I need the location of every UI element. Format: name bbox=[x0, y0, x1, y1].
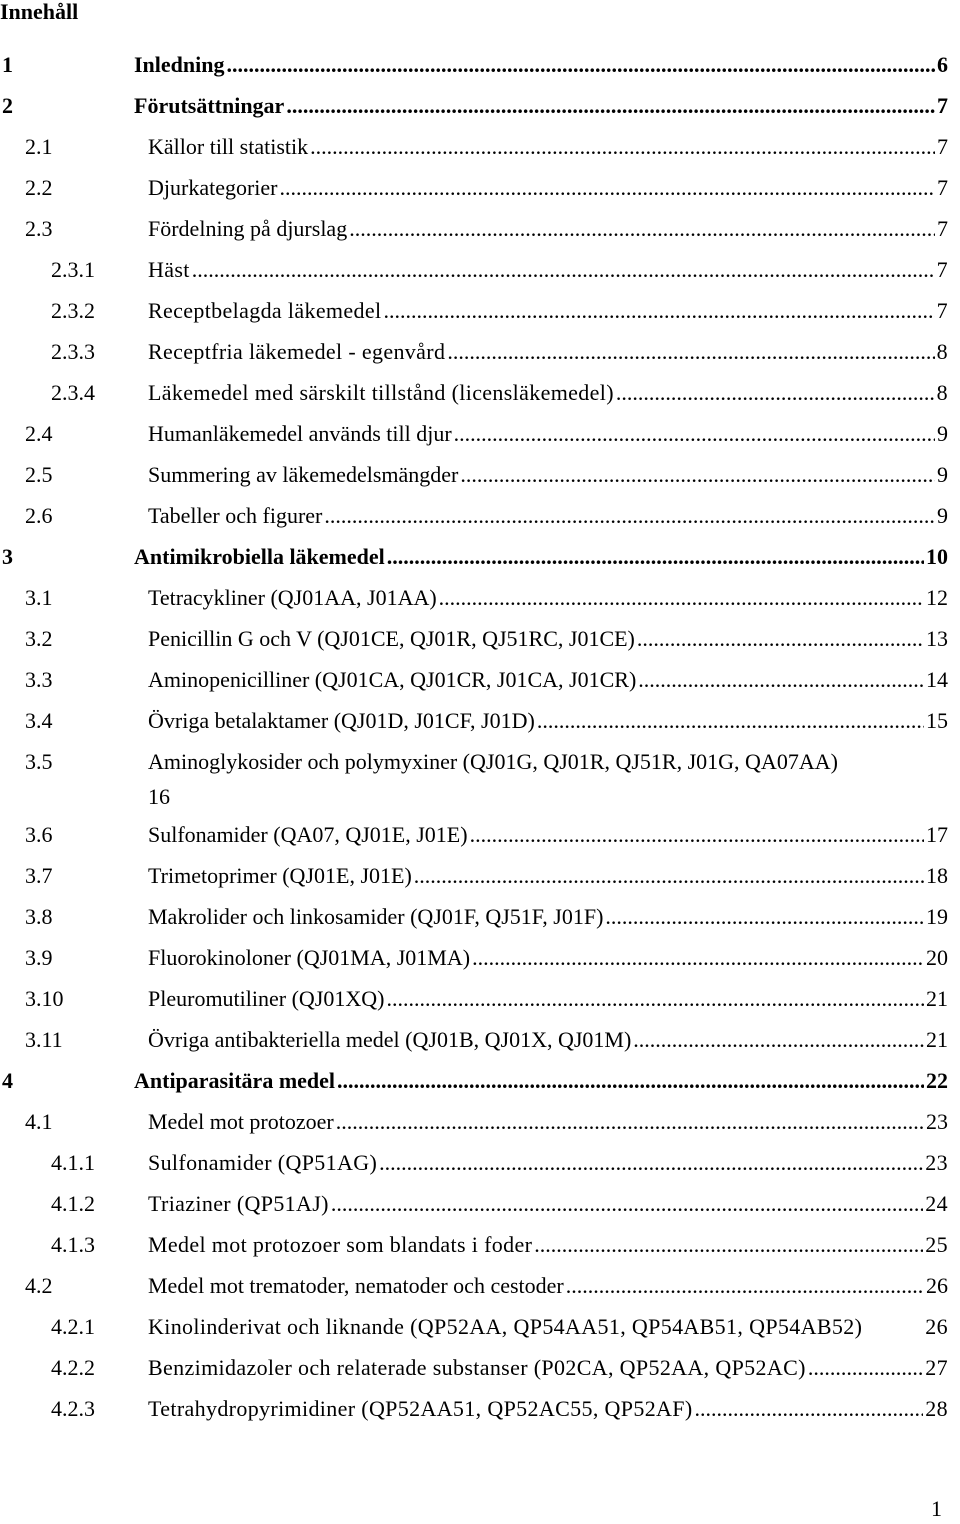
toc-entry-number: 2.3.3 bbox=[51, 339, 95, 364]
toc-entry[interactable] bbox=[0, 1142, 948, 1183]
toc-entry-page: 21 bbox=[926, 986, 948, 1011]
dot-leader bbox=[808, 1347, 923, 1388]
toc-entry-number: 3.2 bbox=[25, 626, 53, 651]
toc-entry-number: 2.4 bbox=[25, 421, 53, 446]
dot-leader bbox=[310, 126, 935, 167]
toc-entry[interactable] bbox=[0, 700, 948, 741]
toc-entry-title[interactable]: Häst bbox=[148, 257, 190, 282]
dot-leader bbox=[414, 855, 924, 896]
dot-leader bbox=[383, 290, 934, 331]
dot-leader bbox=[280, 167, 936, 208]
toc-entry-page: 22 bbox=[926, 1068, 948, 1093]
toc-entry[interactable] bbox=[0, 1060, 948, 1101]
toc-entry[interactable] bbox=[0, 331, 948, 372]
toc-entry-title[interactable]: Fluorokinoloner (QJ01MA, J01MA) bbox=[148, 945, 471, 970]
toc-entry-title[interactable]: Antiparasitära medel bbox=[134, 1068, 336, 1093]
toc-entry-title[interactable]: Triaziner (QP51AJ) bbox=[148, 1191, 329, 1216]
table-of-contents bbox=[0, 44, 948, 1429]
toc-entry-page: 28 bbox=[925, 1396, 948, 1421]
toc-entry-number: 2 bbox=[2, 93, 13, 118]
toc-entry-page: 17 bbox=[926, 822, 948, 847]
toc-entry-title[interactable]: Sulfonamider (QP51AG) bbox=[148, 1150, 378, 1175]
toc-entry-number: 2.5 bbox=[25, 462, 53, 487]
toc-entry[interactable] bbox=[0, 1306, 948, 1347]
toc-entry[interactable] bbox=[0, 1347, 948, 1388]
dot-leader bbox=[470, 814, 924, 855]
toc-entry[interactable] bbox=[0, 937, 948, 978]
toc-entry[interactable] bbox=[0, 85, 948, 126]
toc-entry-title[interactable]: Övriga betalaktamer (QJ01D, J01CF, J01D) bbox=[148, 708, 535, 733]
toc-entry-number: 3.3 bbox=[25, 667, 53, 692]
toc-entry-title[interactable]: Summering av läkemedelsmängder bbox=[148, 462, 459, 487]
toc-entry[interactable] bbox=[0, 167, 948, 208]
toc-entry[interactable] bbox=[0, 290, 948, 331]
toc-entry-title[interactable]: Trimetoprimer (QJ01E, J01E) bbox=[148, 863, 412, 888]
toc-entry[interactable] bbox=[0, 495, 948, 536]
toc-entry-number: 2.6 bbox=[25, 503, 53, 528]
toc-entry-number: 3.6 bbox=[25, 822, 53, 847]
toc-entry-page: 21 bbox=[926, 1027, 948, 1052]
toc-entry[interactable] bbox=[0, 44, 948, 85]
dot-leader bbox=[439, 577, 924, 618]
toc-entry-number: 4.2.1 bbox=[51, 1314, 95, 1339]
toc-entry-page: 16 bbox=[148, 784, 170, 809]
toc-entry-page: 6 bbox=[937, 52, 948, 77]
dot-leader bbox=[286, 85, 935, 126]
toc-entry-number: 3.4 bbox=[25, 708, 53, 733]
toc-entry[interactable] bbox=[0, 978, 948, 1019]
toc-entry-title[interactable]: Källor till statistik bbox=[148, 134, 309, 159]
toc-entry-number: 3 bbox=[2, 544, 13, 569]
toc-entry-title[interactable]: Antimikrobiella läkemedel bbox=[134, 544, 385, 569]
dot-leader bbox=[537, 700, 924, 741]
toc-entry-page: 27 bbox=[925, 1355, 948, 1380]
toc-entry-page: 13 bbox=[926, 626, 948, 651]
toc-entry[interactable] bbox=[0, 454, 948, 495]
toc-entry[interactable] bbox=[0, 1101, 948, 1142]
toc-entry-title[interactable]: Receptfria läkemedel - egenvård bbox=[148, 339, 446, 364]
toc-entry-page: 24 bbox=[925, 1191, 948, 1216]
toc-entry-page: 20 bbox=[926, 945, 948, 970]
toc-entry-number: 2.3.4 bbox=[51, 380, 95, 405]
toc-entry-number: 3.8 bbox=[25, 904, 53, 929]
toc-entry-page: 9 bbox=[937, 503, 948, 528]
dot-leader bbox=[336, 1101, 924, 1142]
toc-entry-number: 3.5 bbox=[25, 749, 53, 774]
toc-entry-number: 3.1 bbox=[25, 585, 53, 610]
toc-entry-title[interactable]: Aminopenicilliner (QJ01CA, QJ01CR, J01CA, J01CR) bbox=[148, 667, 637, 692]
toc-entry-page: 18 bbox=[926, 863, 948, 888]
toc-entry-title[interactable]: Penicillin G och V (QJ01CE, QJ01R, QJ51RC, J01CE) bbox=[148, 626, 635, 651]
dot-leader bbox=[324, 495, 935, 536]
toc-entry-page: 8 bbox=[936, 339, 948, 364]
dot-leader bbox=[637, 618, 924, 659]
toc-entry-page: 23 bbox=[926, 1109, 948, 1134]
toc-entry-number: 3.11 bbox=[25, 1027, 63, 1052]
dot-leader bbox=[460, 454, 935, 495]
dot-leader bbox=[227, 44, 936, 85]
toc-entry-page: 26 bbox=[925, 1314, 948, 1339]
toc-entry-number: 2.2 bbox=[25, 175, 53, 200]
toc-entry-page: 10 bbox=[926, 544, 948, 569]
toc-entry-title[interactable]: Benzimidazoler och relaterade substanser (P02CA, QP52AA, QP52AC) bbox=[148, 1355, 806, 1380]
toc-entry-number: 4 bbox=[2, 1068, 13, 1093]
toc-entry[interactable] bbox=[0, 1224, 948, 1265]
toc-entry[interactable] bbox=[0, 208, 948, 249]
toc-entry-number: 2.1 bbox=[25, 134, 53, 159]
toc-entry[interactable] bbox=[0, 1265, 948, 1306]
toc-entry-number: 4.1.3 bbox=[51, 1232, 95, 1257]
toc-entry-page: 7 bbox=[937, 134, 948, 159]
page-number: 1 bbox=[931, 1496, 942, 1521]
toc-entry[interactable] bbox=[0, 659, 948, 700]
toc-entry-number: 4.1.2 bbox=[51, 1191, 95, 1216]
dot-leader bbox=[633, 1019, 924, 1060]
toc-entry-page: 12 bbox=[926, 585, 948, 610]
toc-entry-page: 7 bbox=[936, 257, 948, 282]
toc-entry-page: 9 bbox=[937, 462, 948, 487]
toc-entry-title[interactable]: Aminoglykosider och polymyxiner (QJ01G, QJ01R, QJ51R, J01G, QA07AA) bbox=[148, 749, 838, 774]
toc-entry-title[interactable]: Övriga antibakteriella medel (QJ01B, QJ01X, QJ01M) bbox=[148, 1027, 632, 1052]
toc-entry-title[interactable]: Tetrahydropyrimidiner (QP52AA51, QP52AC55, QP52AF) bbox=[148, 1396, 693, 1421]
toc-entry-page: 7 bbox=[937, 175, 948, 200]
toc-entry-page: 23 bbox=[925, 1150, 948, 1175]
toc-entry-title[interactable]: Fördelning på djurslag bbox=[148, 216, 348, 241]
dot-leader bbox=[387, 536, 924, 577]
toc-entry-page: 9 bbox=[937, 421, 948, 446]
toc-entry-page: 8 bbox=[936, 380, 948, 405]
toc-entry-title[interactable]: Sulfonamider (QA07, QJ01E, J01E) bbox=[148, 822, 468, 847]
toc-entry[interactable] bbox=[0, 814, 948, 855]
dot-leader bbox=[447, 331, 934, 372]
toc-entry-number: 2.3.2 bbox=[51, 298, 95, 323]
toc-entry[interactable] bbox=[0, 413, 948, 454]
dot-leader bbox=[472, 937, 924, 978]
toc-entry[interactable] bbox=[0, 1019, 948, 1060]
dot-leader bbox=[331, 1183, 923, 1224]
toc-entry-page: 7 bbox=[937, 93, 948, 118]
dot-leader bbox=[379, 1142, 923, 1183]
dot-leader bbox=[349, 208, 935, 249]
toc-entry[interactable] bbox=[0, 855, 948, 896]
toc-entry-title[interactable]: Medel mot trematoder, nematoder och cestoder bbox=[148, 1273, 564, 1298]
toc-entry-title[interactable]: Medel mot protozoer som blandats i foder bbox=[148, 1232, 533, 1257]
toc-entry-page: 19 bbox=[926, 904, 948, 929]
toc-entry[interactable] bbox=[0, 618, 948, 659]
toc-entry-number: 4.1 bbox=[25, 1109, 53, 1134]
dot-leader bbox=[566, 1265, 924, 1306]
toc-entry-title[interactable]: Kinolinderivat och liknande (QP52AA, QP54AA51, QP54AB51, QP54AB52) bbox=[148, 1314, 863, 1339]
dot-leader bbox=[386, 978, 924, 1019]
toc-entry-title[interactable]: Medel mot protozoer bbox=[148, 1109, 334, 1134]
toc-entry-title[interactable]: Läkemedel med särskilt tillstånd (licensläkemedel) bbox=[148, 380, 614, 405]
toc-entry-number: 4.2 bbox=[25, 1273, 53, 1298]
toc-entry-number: 3.7 bbox=[25, 863, 53, 888]
toc-entry-title[interactable]: Humanläkemedel används till djur bbox=[148, 421, 452, 446]
toc-entry[interactable] bbox=[0, 1183, 948, 1224]
toc-entry-number: 4.1.1 bbox=[51, 1150, 95, 1175]
toc-entry-number: 2.3 bbox=[25, 216, 53, 241]
toc-entry-title[interactable]: Tetracykliner (QJ01AA, J01AA) bbox=[148, 585, 437, 610]
toc-entry[interactable] bbox=[0, 741, 948, 814]
toc-entry-page: 14 bbox=[926, 667, 948, 692]
toc-entry-number: 1 bbox=[2, 52, 13, 77]
dot-leader bbox=[638, 659, 924, 700]
toc-entry-title[interactable]: Djurkategorier bbox=[148, 175, 278, 200]
toc-entry-number: 3.9 bbox=[25, 945, 53, 970]
toc-entry-title[interactable]: Inledning bbox=[134, 52, 225, 77]
toc-entry-number: 4.2.3 bbox=[51, 1396, 95, 1421]
dot-leader bbox=[605, 896, 924, 937]
dot-leader bbox=[616, 372, 935, 413]
toc-entry-page: 15 bbox=[926, 708, 948, 733]
toc-entry[interactable] bbox=[0, 577, 948, 618]
toc-entry-title[interactable]: Pleuromutiliner (QJ01XQ) bbox=[148, 986, 385, 1011]
toc-entry[interactable] bbox=[0, 1388, 948, 1429]
toc-entry-page: 26 bbox=[926, 1273, 948, 1298]
toc-entry[interactable] bbox=[0, 536, 948, 577]
toc-entry-title[interactable]: Förutsättningar bbox=[134, 93, 285, 118]
toc-entry-page: 7 bbox=[936, 298, 948, 323]
toc-entry[interactable] bbox=[0, 249, 948, 290]
toc-entry[interactable] bbox=[0, 126, 948, 167]
dot-leader bbox=[695, 1388, 924, 1429]
dot-leader bbox=[454, 413, 935, 454]
toc-entry-title[interactable]: Makrolider och linkosamider (QJ01F, QJ51F, J01F) bbox=[148, 904, 604, 929]
dot-leader bbox=[534, 1224, 923, 1265]
toc-entry-page: 7 bbox=[937, 216, 948, 241]
toc-entry-title[interactable]: Tabeller och figurer bbox=[148, 503, 323, 528]
toc-entry-number: 4.2.2 bbox=[51, 1355, 95, 1380]
toc-entry[interactable] bbox=[0, 896, 948, 937]
dot-leader bbox=[192, 249, 935, 290]
toc-entry-number: 3.10 bbox=[25, 986, 64, 1011]
toc-entry[interactable] bbox=[0, 372, 948, 413]
toc-entry-title[interactable]: Receptbelagda läkemedel bbox=[148, 298, 382, 323]
dot-leader bbox=[337, 1060, 924, 1101]
toc-entry-page: 25 bbox=[925, 1232, 948, 1257]
page-title: Innehåll bbox=[0, 0, 79, 24]
toc-entry-number: 2.3.1 bbox=[51, 257, 95, 282]
